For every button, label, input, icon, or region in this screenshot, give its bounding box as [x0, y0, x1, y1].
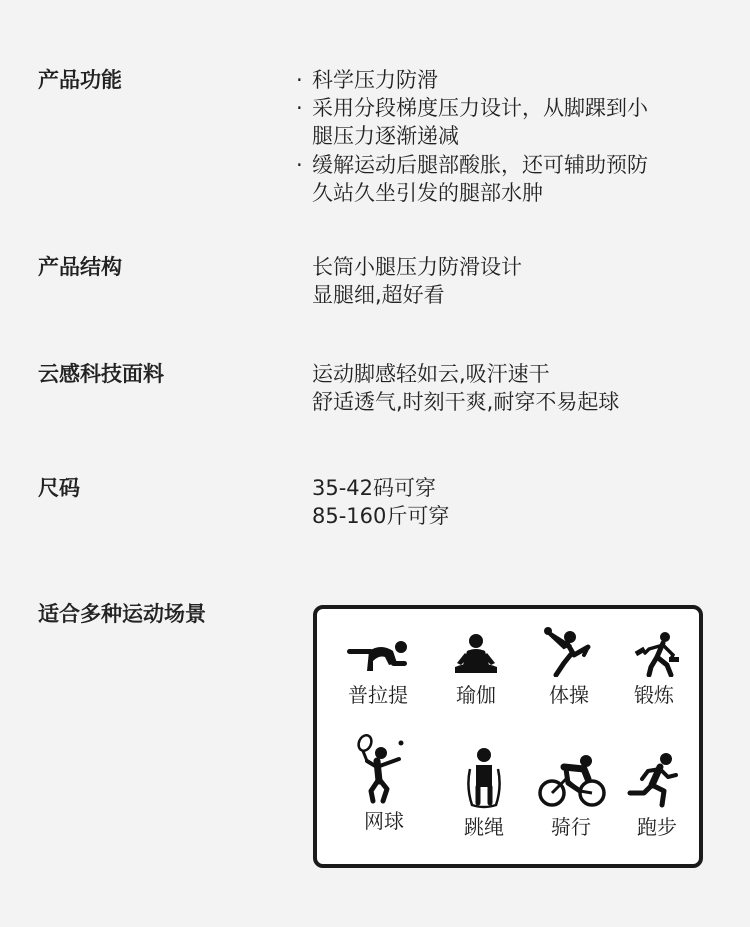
fabric-line-2: 舒适透气,时刻干爽,耐穿不易起球: [312, 390, 620, 414]
sport-item-tennis: [344, 733, 424, 833]
sport-label: 骑行: [551, 815, 591, 839]
size-line-2: 85-160斤可穿: [312, 504, 450, 528]
section-title-scenes: 适合多种运动场景: [38, 602, 206, 626]
function-item-2-cont: 腿压力逐渐递减: [312, 124, 459, 148]
sport-item-cycling: [531, 753, 611, 839]
section-title-structure: 产品结构: [38, 255, 122, 279]
workout-icon: [619, 631, 689, 677]
structure-line-2: 显腿细,超好看: [312, 283, 445, 307]
sport-item-running: [617, 751, 697, 839]
cycling-icon: [536, 753, 606, 809]
bullet: ·: [296, 96, 303, 120]
sport-label: 锻炼: [634, 683, 674, 707]
fabric-line-1: 运动脚感轻如云,吸汗速干: [312, 362, 550, 386]
function-item-3-cont: 久站久坐引发的腿部水肿: [312, 181, 543, 205]
sport-label: 跑步: [637, 815, 677, 839]
pilates-icon: [343, 631, 413, 677]
gymnastics-icon: [534, 625, 604, 677]
sport-label: 普拉提: [348, 683, 408, 707]
sport-item-workout: [614, 631, 694, 707]
function-item-3: · 缓解运动后腿部酸胀，还可辅助预防: [296, 153, 648, 177]
sport-item-jump-rope: [444, 747, 524, 839]
sport-label: 网球: [364, 809, 404, 833]
bullet: ·: [296, 153, 303, 177]
sport-item-pilates: [338, 631, 418, 707]
function-item-1: · 科学压力防滑: [296, 68, 438, 92]
bullet: ·: [296, 68, 303, 92]
section-title-function: 产品功能: [38, 68, 122, 92]
section-title-size: 尺码: [38, 476, 80, 500]
running-icon: [622, 751, 692, 809]
function-item-2: · 采用分段梯度压力设计，从脚踝到小: [296, 96, 648, 120]
sport-item-yoga: [436, 631, 516, 707]
sport-label: 体操: [549, 683, 589, 707]
section-title-fabric: 云感科技面料: [38, 362, 164, 386]
jump-rope-icon: [454, 747, 514, 809]
structure-line-1: 长筒小腿压力防滑设计: [312, 255, 522, 279]
sport-item-gymnastics: [529, 625, 609, 707]
sport-label: 跳绳: [464, 815, 504, 839]
sports-scenes-panel: [313, 605, 703, 868]
size-line-1: 35-42码可穿: [312, 476, 437, 500]
yoga-icon: [441, 631, 511, 677]
sport-label: 瑜伽: [456, 683, 496, 707]
tennis-icon: [349, 733, 419, 809]
